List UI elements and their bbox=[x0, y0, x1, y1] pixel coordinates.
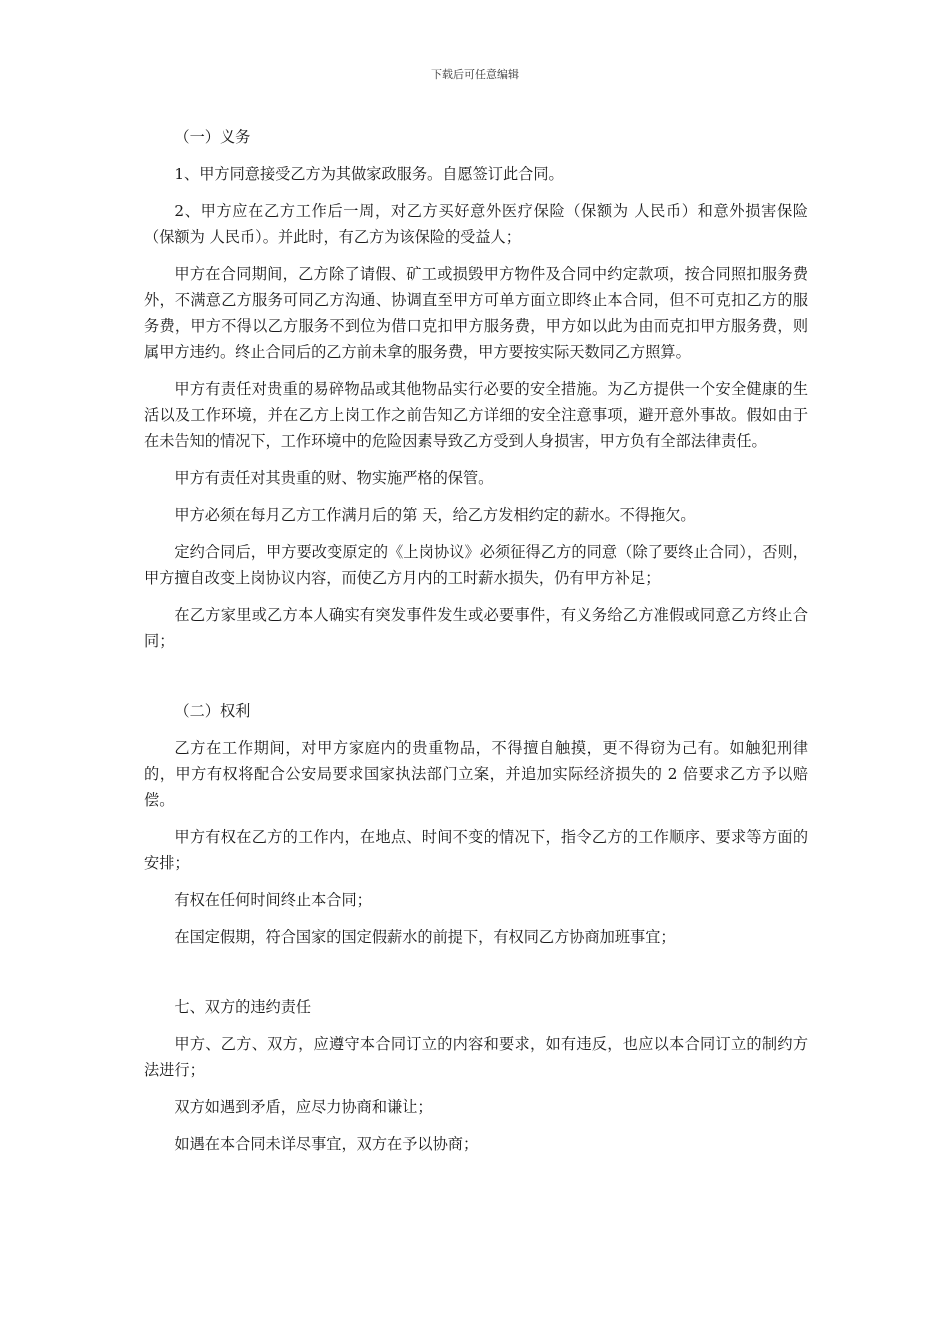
section-heading-obligations: （一）义务 bbox=[174, 128, 251, 146]
paragraph: 有权在任何时间终止本合同； bbox=[174, 891, 372, 909]
paragraph: 甲方有责任对其贵重的财、物实施严格的保管。 bbox=[174, 469, 494, 487]
section-heading-liability: 七、双方的违约责任 bbox=[174, 998, 312, 1016]
paragraph: 甲方在合同期间，乙方除了请假、矿工或损毁甲方物件及合同中约定款项，按合同照扣服务费外，不满意乙方服务可同乙方沟通、协调直至甲方可单方面立即终止本合同，但不可克扣乙方的服务费，甲方不得以乙方服务不到位为借口克扣甲方服务费，甲方如以此为由而克扣甲方服务费，则属甲方违约。终止合同后的乙方前未拿的服务费，甲方要按实际天数同乙方照算。 bbox=[144, 265, 808, 361]
paragraph: 如遇在本合同未详尽事宜，双方在予以协商； bbox=[174, 1135, 479, 1153]
paragraph: 1、甲方同意接受乙方为其做家政服务。自愿签订此合同。 bbox=[174, 165, 564, 183]
paragraph: 在乙方家里或乙方本人确实有突发事件发生或必要事件，有义务给乙方准假或同意乙方终止合同； bbox=[144, 606, 808, 650]
paragraph: 甲方、乙方、双方，应遵守本合同订立的内容和要求，如有违反，也应以本合同订立的制约方法进行； bbox=[144, 1035, 808, 1079]
paragraph: 双方如遇到矛盾，应尽力协商和谦让； bbox=[174, 1098, 433, 1116]
page-header: 下载后可任意编辑 bbox=[431, 68, 519, 81]
paragraph: 甲方必须在每月乙方工作满月后的第 天，给乙方发相约定的薪水。不得拖欠。 bbox=[174, 506, 696, 524]
paragraph: 定约合同后，甲方要改变原定的《上岗协议》必须征得乙方的同意（除了要终止合同），否则，甲方擅自改变上岗协议内容，而使乙方月内的工时薪水损失，仍有甲方补足； bbox=[144, 543, 808, 587]
section-heading-rights: （二）权利 bbox=[174, 702, 251, 720]
paragraph: 甲方有责任对贵重的易碎物品或其他物品实行必要的安全措施。为乙方提供一个安全健康的生活以及工作环境，并在乙方上岗工作之前告知乙方详细的安全注意事项，避开意外事故。假如由于在未告知的情况下，工作环境中的危险因素导致乙方受到人身损害，甲方负有全部法律责任。 bbox=[144, 380, 808, 450]
section-spacer bbox=[144, 961, 808, 994]
paragraph: 甲方有权在乙方的工作内，在地点、时间不变的情况下，指令乙方的工作顺序、要求等方面的安排； bbox=[144, 828, 808, 872]
paragraph: 2、甲方应在乙方工作后一周，对乙方买好意外医疗保险（保额为 人民币）和意外损害保险（保额为 人民币）。并此时，有乙方为该保险的受益人； bbox=[144, 202, 808, 246]
paragraph: 乙方在工作期间，对甲方家庭内的贵重物品，不得擅自触摸，更不得窃为己有。如触犯刑律的，甲方有权将配合公安局要求国家执法部门立案，并追加实际经济损失的 2 倍要求乙方予以赔偿。 bbox=[144, 739, 808, 809]
paragraph: 在国定假期，符合国家的国定假薪水的前提下，有权同乙方协商加班事宜； bbox=[174, 928, 676, 946]
section-spacer bbox=[144, 665, 808, 698]
document-body bbox=[144, 124, 808, 1168]
